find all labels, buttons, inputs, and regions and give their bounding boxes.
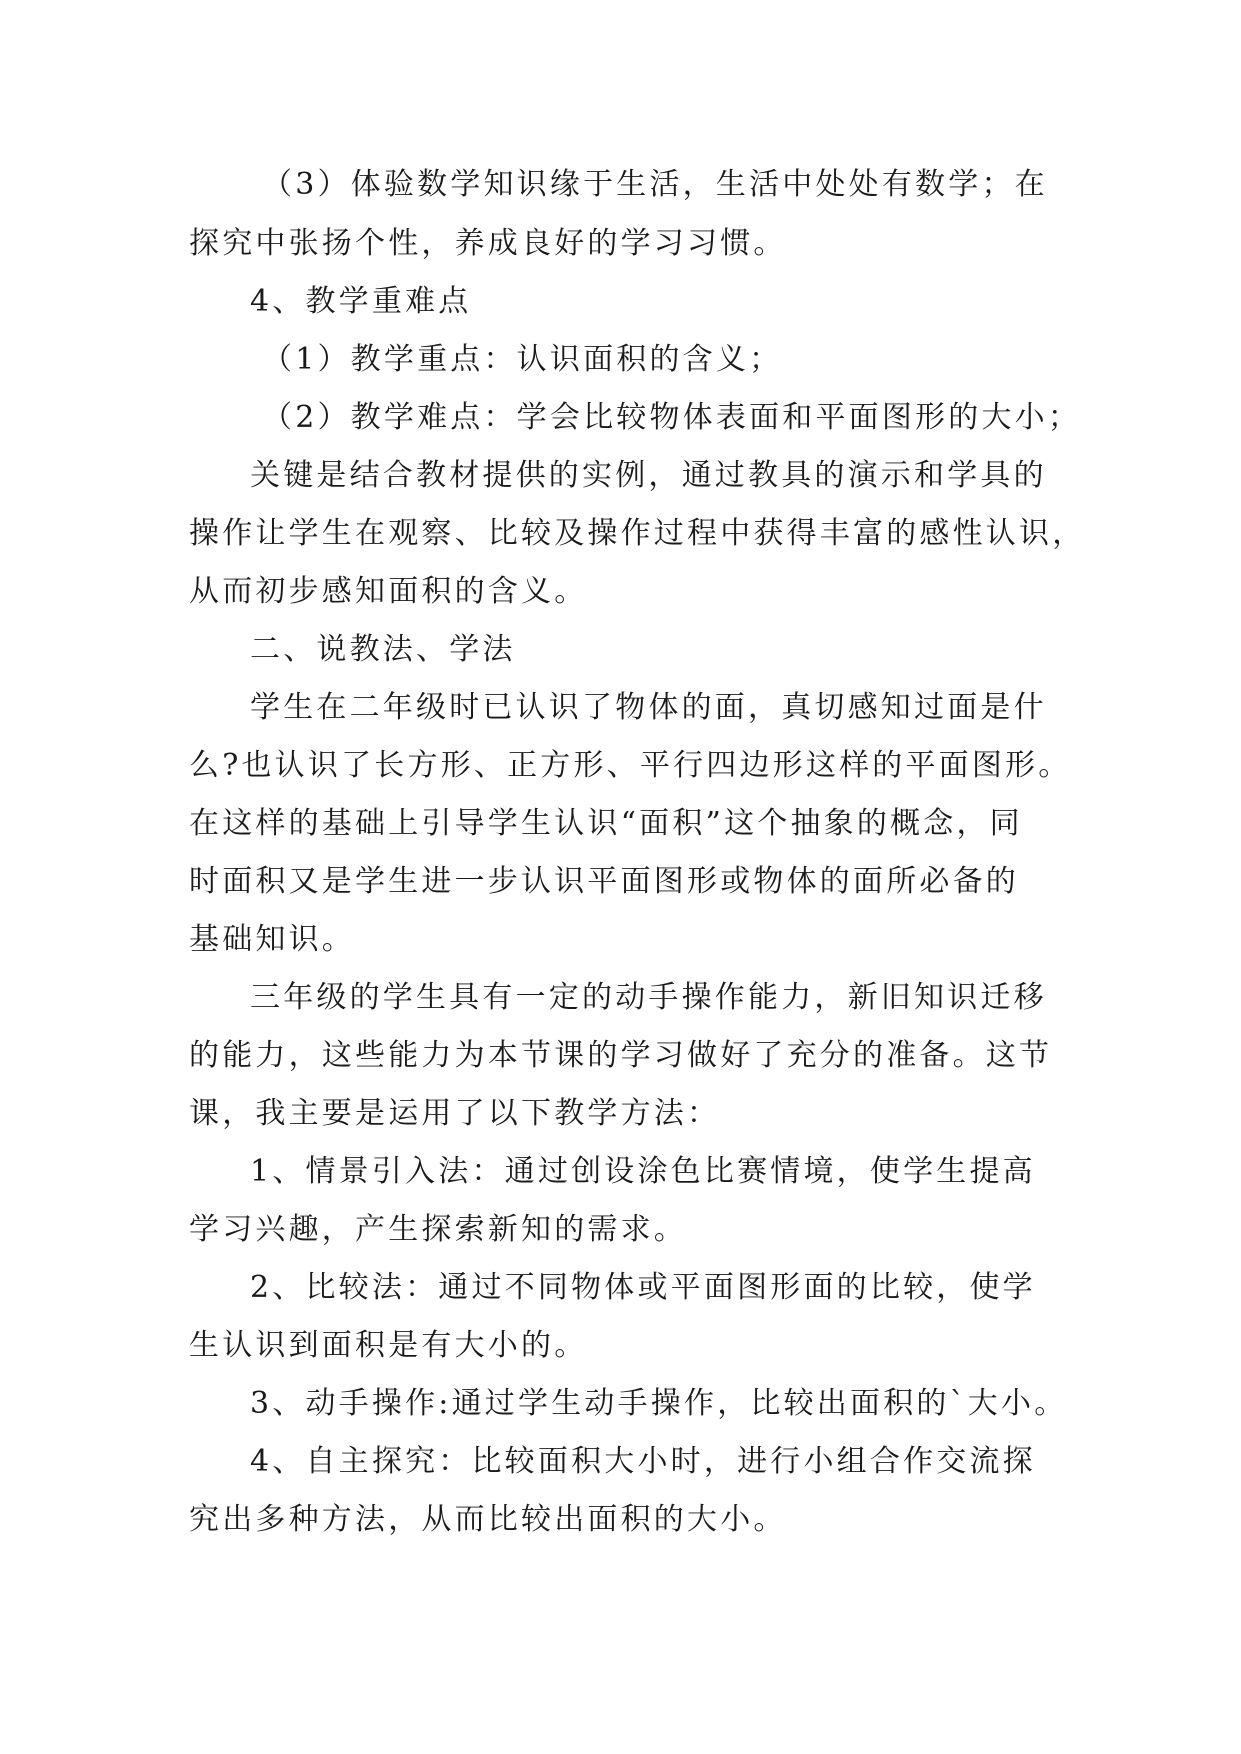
text-line: 基础知识。 [189,922,355,957]
text-line: 课，我主要是运用了以下教学方法： [189,1096,721,1131]
text-line: 学生在二年级时已认识了物体的面，真切感知过面是什 [250,690,1047,725]
text-line: 4、自主探究：比较面积大小时，进行小组合作交流探 [250,1444,1036,1479]
text-line: 时面积又是学生进一步认识平面图形或物体的面所必备的 [189,864,1019,899]
text-line: 学习兴趣，产生探索新知的需求。 [189,1212,687,1247]
text-line: （1）教学重点：认识面积的含义； [262,342,783,377]
text-line: （2）教学难点：学会比较物体表面和平面图形的大小； [262,400,1082,435]
text-line: 从而初步感知面积的含义。 [189,574,588,609]
text-line: 2、比较法：通过不同物体或平面图形面的比较，使学 [250,1270,1036,1305]
text-line: 3、动手操作:通过学生动手操作，比较出面积的`大小。 [250,1386,1068,1421]
text-line: 三年级的学生具有一定的动手操作能力，新旧知识迁移 [250,980,1047,1015]
section-heading: 二、说教法、学法 [250,632,516,667]
text-line: （3）体验数学知识缘于生活，生活中处处有数学；在 [262,167,1048,202]
text-line: 生认识到面积是有大小的。 [189,1328,588,1363]
text-line: 探究中张扬个性，养成良好的学习习惯。 [189,226,787,261]
text-line: 究出多种方法，从而比较出面积的大小。 [189,1502,787,1537]
text-line: 么?也认识了长方形、正方形、平行四边形这样的平面图形。 [189,748,1072,783]
text-line: 关键是结合教材提供的实例，通过教具的演示和学具的 [250,458,1047,493]
text-line: 操作让学生在观察、比较及操作过程中获得丰富的感性认识， [189,516,1086,551]
text-line: 1、情景引入法：通过创设涂色比赛情境，使学生提高 [250,1154,1036,1189]
text-line: 的能力，这些能力为本节课的学习做好了充分的准备。这节 [189,1038,1053,1073]
section-heading: 4、教学重难点 [250,284,472,319]
text-line: 在这样的基础上引导学生认识“面积”这个抽象的概念，同 [189,806,1023,841]
